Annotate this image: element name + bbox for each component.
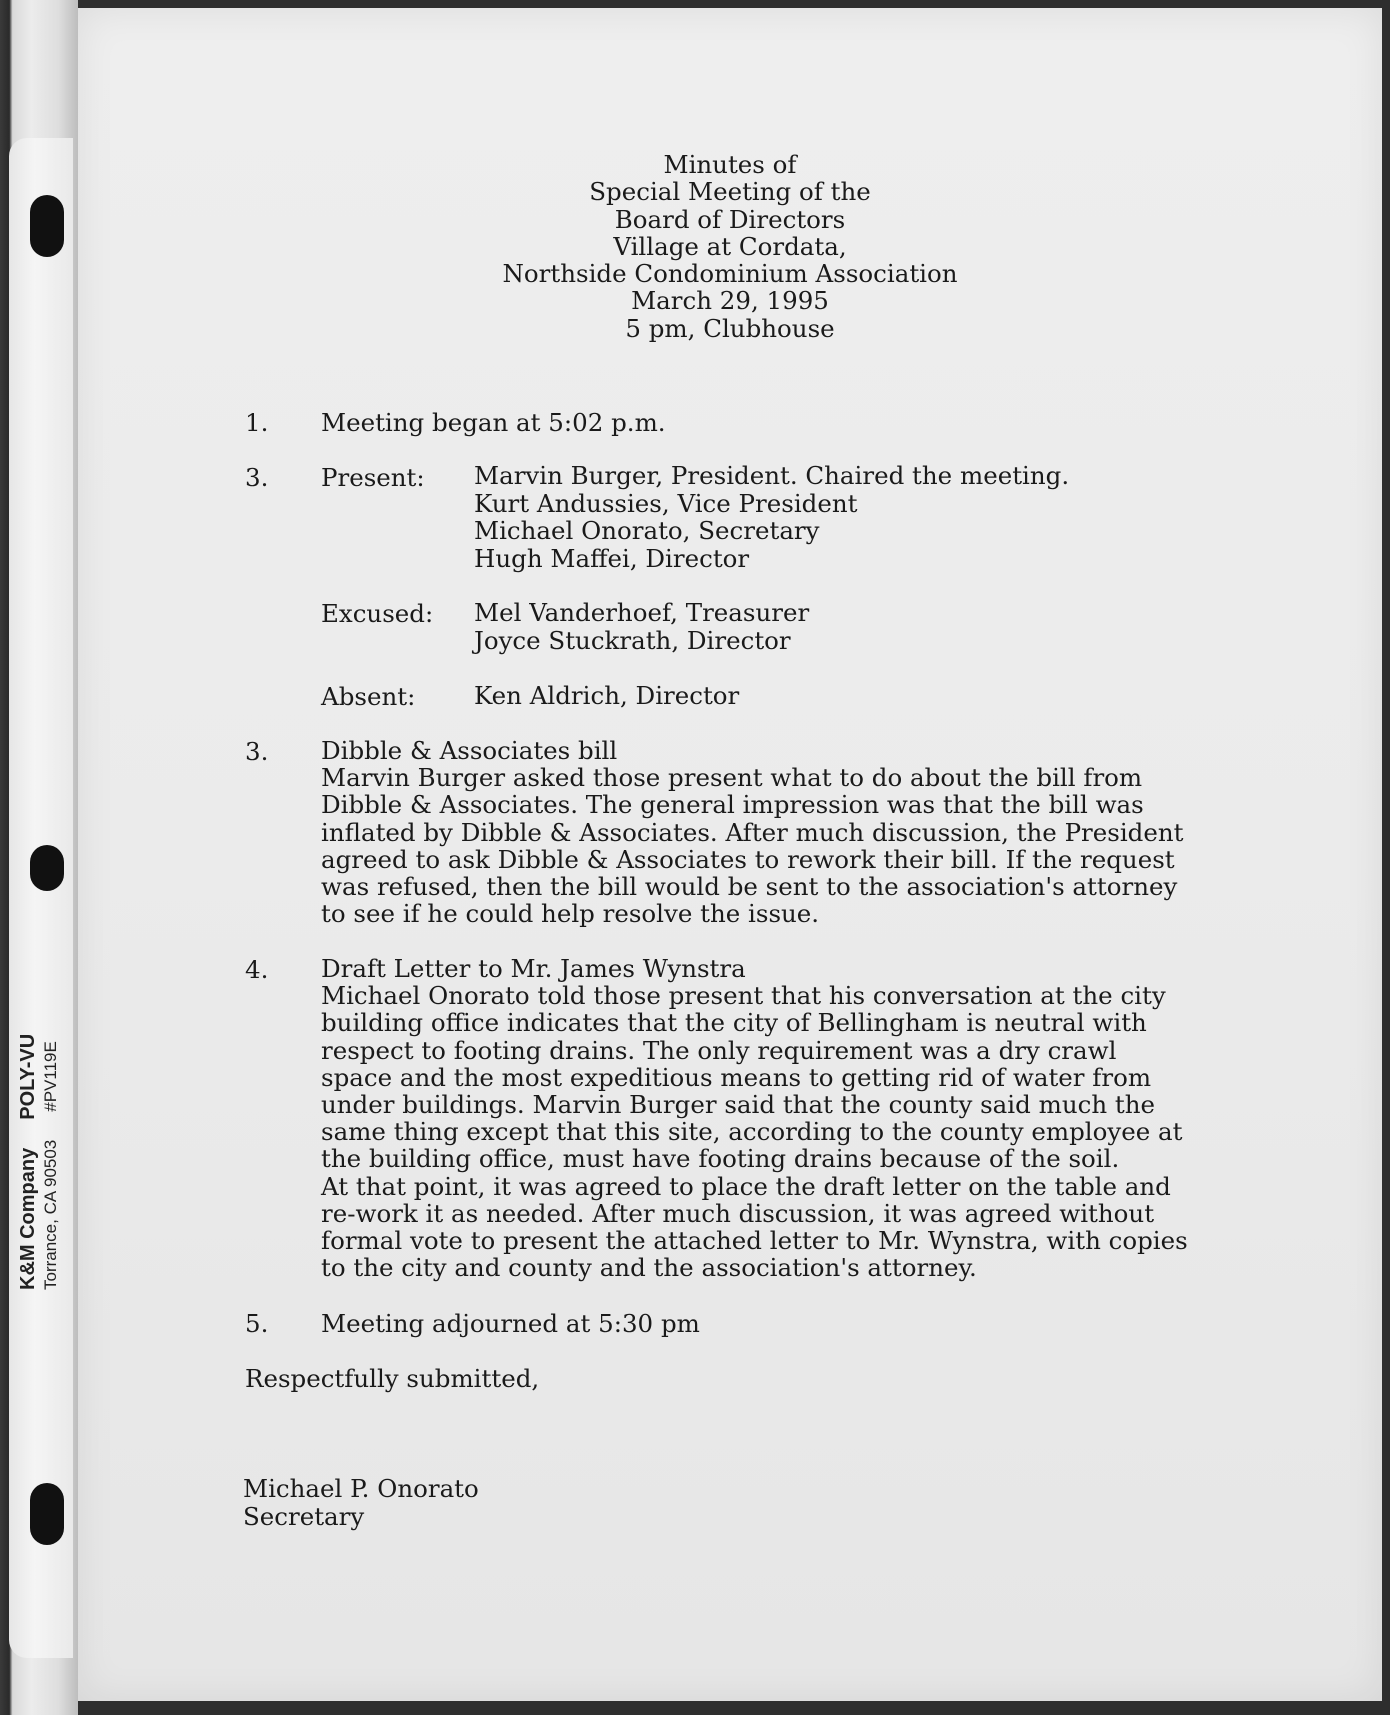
document-header	[78, 151, 1382, 342]
header-line: Minutes of	[663, 150, 797, 179]
paragraph-line: the building office, must have footing drains because of the soil.	[321, 1144, 1120, 1174]
paragraph-line: At that point, it was agreed to place the draft letter on the table and	[321, 1171, 1171, 1201]
sleeve-product: POLY-VU	[17, 1033, 39, 1120]
sheet-protector-tab	[9, 138, 73, 1658]
header-line: Board of Directors	[614, 204, 846, 234]
attendee: Michael Onorato, Secretary	[474, 516, 820, 545]
attendee: Mel Vanderhoef, Treasurer	[474, 598, 810, 627]
paragraph-line: under buildings. Marvin Burger said that the county said much the	[321, 1090, 1156, 1120]
item-title: Dibble & Associates bill	[321, 736, 618, 765]
binder-hole	[30, 1483, 64, 1545]
sleeve-brand: K&M Company	[17, 1147, 39, 1290]
paragraph-line: respect to footing drains. The only requirement was a dry crawl	[321, 1035, 1117, 1065]
paragraph-line: space and the most expeditious means to getting rid of water from	[321, 1062, 1152, 1092]
binder-hole	[30, 195, 64, 257]
header-line: Village at Cordata,	[613, 231, 847, 261]
present-list	[474, 462, 1069, 572]
attendee: Hugh Maffei, Director	[474, 543, 750, 573]
absent-list	[474, 682, 739, 710]
binder-hole	[30, 845, 64, 891]
paragraph-line: to the city and county and the association's attorney.	[321, 1253, 977, 1283]
paragraph-line: Dibble & Associates. The general impression was that the bill was	[321, 790, 1144, 820]
item-number: 1.	[245, 408, 269, 437]
item-number: 5.	[245, 1309, 269, 1338]
item-text: Meeting began at 5:02 p.m.	[321, 408, 666, 437]
sleeve-address: Torrance, CA 90503	[41, 1139, 60, 1290]
signature-title: Secretary	[243, 1502, 365, 1531]
document-page	[78, 8, 1382, 1701]
absent-label: Absent:	[321, 682, 416, 711]
attendee: Joyce Stuckrath, Director	[474, 625, 791, 655]
signature-name: Michael P. Onorato	[243, 1474, 479, 1503]
attendee: Marvin Burger, President. Chaired the meeting.	[474, 461, 1070, 490]
paragraph-line: inflated by Dibble & Associates. After much discussion, the President	[321, 817, 1184, 847]
header-line: 5 pm, Clubhouse	[625, 313, 835, 343]
paragraph-line: Marvin Burger asked those present what to do about the bill from	[321, 763, 1143, 793]
paragraph-line: Michael Onorato told those present that his conversation at the city	[321, 981, 1166, 1011]
header-line: Northside Condominium Association	[502, 259, 958, 289]
paragraph-line: formal vote to present the attached letter to Mr. Wynstra, with copies	[321, 1226, 1188, 1256]
header-line: March 29, 1995	[631, 286, 829, 316]
attendee: Ken Aldrich, Director	[474, 681, 740, 710]
sleeve-manufacturer-print	[16, 1034, 62, 1290]
paragraph-line: agreed to ask Dibble & Associates to rework their bill. If the request	[321, 844, 1175, 874]
paragraph-line: re-work it as needed. After much discussion, it was agreed without	[321, 1198, 1155, 1228]
item-draft-letter	[321, 955, 1188, 1281]
paragraph-line: building office indicates that the city of Bellingham is neutral with	[321, 1008, 1147, 1038]
present-label: Present:	[321, 463, 425, 492]
sheet-protector-strip	[0, 0, 78, 1715]
item-text: Meeting adjourned at 5:30 pm	[321, 1309, 700, 1338]
item-number: 3.	[245, 737, 269, 766]
item-number: 4.	[245, 955, 269, 984]
header-line: Special Meeting of the	[589, 177, 871, 207]
item-number: 3.	[245, 463, 269, 492]
item-title: Draft Letter to Mr. James Wynstra	[321, 954, 746, 983]
attendee: Kurt Andussies, Vice President	[474, 488, 858, 518]
paragraph-line: was refused, then the bill would be sent to the association's attorney	[321, 872, 1178, 902]
excused-label: Excused:	[321, 599, 434, 628]
sleeve-model: #PV119E	[41, 1041, 60, 1112]
excused-list	[474, 599, 809, 654]
closing-line: Respectfully submitted,	[245, 1364, 540, 1393]
paragraph-line: same thing except that this site, according to the county employee at	[321, 1117, 1183, 1147]
item-dibble-bill	[321, 737, 1183, 927]
paragraph-line: to see if he could help resolve the issue.	[321, 899, 820, 929]
